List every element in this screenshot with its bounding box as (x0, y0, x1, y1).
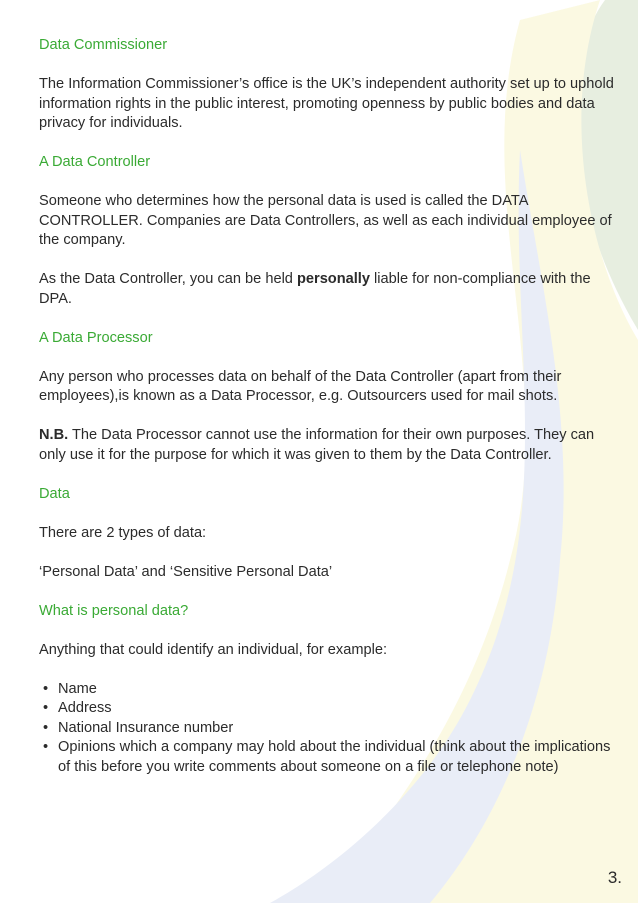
page-content (39, 36, 614, 777)
heading-data: Data (39, 485, 70, 502)
bullet-icon: • (43, 700, 49, 716)
list-item (39, 699, 614, 719)
list-item (39, 680, 614, 700)
page-number: 3. (607, 868, 622, 887)
list-item-text: National Insurance number (58, 719, 234, 736)
list-item-text: Opinions which a company may hold about the individual (think about the implications of this before you write comments about someone on a file or telephone note) (58, 739, 611, 775)
liability-emphasis: personally (296, 271, 370, 287)
heading-data-controller: A Data Controller (39, 154, 151, 170)
paragraph-data-commissioner: The Information Commissioner’s office is the UK’s independent authority set up to uphold information rights in the public interest, promoting openness by public bodies and data privacy for individuals. (39, 76, 614, 131)
list-item-text: Name (58, 680, 97, 697)
heading-data-commissioner: Data Commissioner (39, 37, 168, 53)
nb-text: The Data Processor cannot use the information for their own purposes. They can only use it for the purpose for which it was given to them by the Data Controller. (39, 427, 595, 463)
liability-text-after: liable for non-compliance with the DPA. (39, 271, 591, 307)
personal-data-list (39, 680, 614, 778)
list-item-text: Address (58, 700, 112, 716)
paragraph-liability (39, 270, 614, 309)
list-item (39, 719, 614, 739)
heading-data-processor: A Data Processor (39, 329, 153, 346)
list-item (39, 738, 614, 777)
heading-personal-data: What is personal data? (39, 602, 189, 619)
bullet-icon: • (43, 719, 49, 736)
paragraph-data-processor: Any person who processes data on behalf of the Data Controller (apart from their employees),is known as a Data Processor, e.g. Outsourcers used for mail shots. (39, 368, 562, 404)
bullet-icon: • (43, 680, 49, 697)
paragraph-data-controller: Someone who determines how the personal data is used is called the DATA CONTROLLER. Companies are Data Controllers, as well as each individual employee of the company. (39, 193, 612, 248)
paragraph-personal-data-intro: Anything that could identify an individual, for example: (39, 641, 388, 658)
nb-label: N.B. (39, 427, 69, 443)
paragraph-nb (39, 426, 614, 465)
paragraph-types: ‘Personal Data’ and ‘Sensitive Personal Data’ (39, 563, 333, 580)
liability-text-before: As the Data Controller, you can be held (39, 271, 297, 287)
bullet-icon: • (43, 739, 49, 755)
paragraph-types-intro: There are 2 types of data: (39, 524, 207, 541)
